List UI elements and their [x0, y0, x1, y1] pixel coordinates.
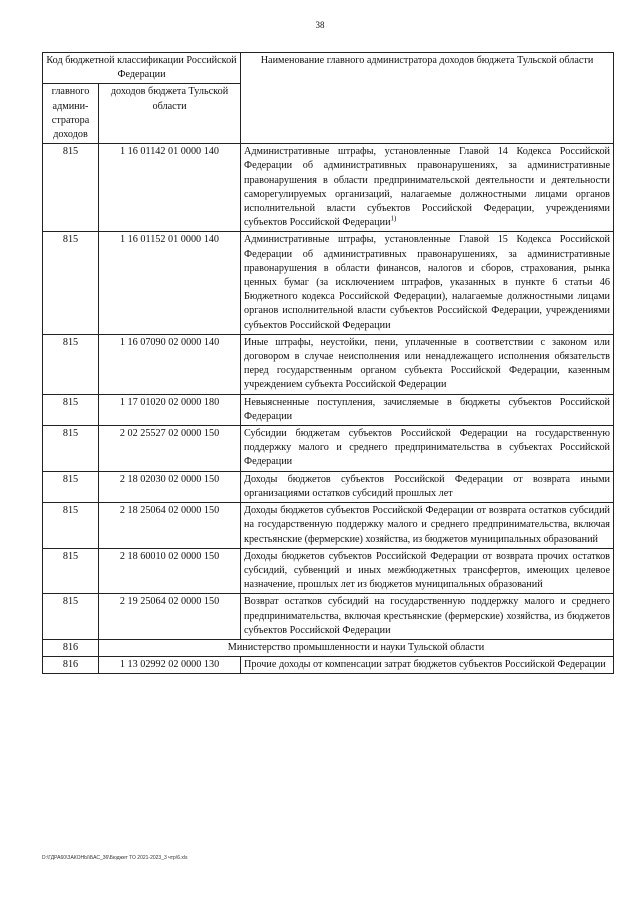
table-row [43, 594, 614, 640]
admin-code: 815 [43, 548, 99, 594]
admin-code: 815 [43, 394, 99, 425]
income-name: Административные штрафы, установленные Главой 15 Кодекса Российской Федерации об административных правонарушениях, за административные правонарушения в области финансов, налогов и сборов, страхования, рынка ценных бумаг (за исключением штрафов, указанных в пункте 6 статьи 46 Бюджетного кодекса Российской Федерации), налагаемые должностными лицами органов исполнительной власти субъектов Российской Федерации, учреждениями субъектов Российской Федерации [241, 232, 614, 334]
footnote-mark: 1) [390, 214, 397, 223]
table-row [43, 334, 614, 394]
income-name: Доходы бюджетов субъектов Российской Федерации от возврата иными организациями остатков субсидий прошлых лет [241, 471, 614, 502]
income-code: 2 18 25064 02 0000 150 [99, 503, 241, 549]
table-body [43, 144, 614, 674]
income-code: 1 16 01152 01 0000 140 [99, 232, 241, 334]
income-name: Иные штрафы, неустойки, пени, уплаченные в соответствии с законом или договором в случае неисполнения или ненадлежащего исполнения обязательств перед государственным органом субъекта Российской Федерации, казенным учреждением субъекта Российской Федерации [241, 334, 614, 394]
admin-code: 815 [43, 334, 99, 394]
income-code: 1 13 02992 02 0000 130 [99, 657, 241, 674]
income-name: Возврат остатков субсидий на государственную поддержку малого и среднего предпринимательства, включая крестьянские (фермерские) хозяйства, из бюджетов субъектов Российской Федерации [241, 594, 614, 640]
table-row [43, 657, 614, 674]
income-code: 1 17 01020 02 0000 180 [99, 394, 241, 425]
admin-code: 816 [43, 657, 99, 674]
income-code: 2 02 25527 02 0000 150 [99, 426, 241, 472]
table-header-row [43, 53, 614, 84]
income-name [241, 144, 614, 232]
income-code: 2 18 02030 02 0000 150 [99, 471, 241, 502]
admin-code: 815 [43, 503, 99, 549]
income-name: Доходы бюджетов субъектов Российской Федерации от возврата прочих остатков субсидий, субвенций и иных межбюджетных трансфертов, имеющих целевое назначение, прошлых лет из бюджетов муниципальных образований [241, 548, 614, 594]
income-code: 2 19 25064 02 0000 150 [99, 594, 241, 640]
page-number: 38 [315, 20, 325, 30]
admin-code: 815 [43, 426, 99, 472]
income-administrators-table [42, 52, 614, 674]
header-income-code: доходов бюджета Тульской области [99, 84, 241, 144]
income-name-text: Административные штрафы, установленные Главой 14 Кодекса Российской Федерации об административных правонарушениях, за административные правонарушения в области предпринимательской деятельности и деятельности саморегулируемых организаций, налагаемые должностными лицами органов исполнительной власти субъектов Российской Федерации, учреждениями субъектов Российской Федерации [244, 146, 610, 229]
income-name: Прочие доходы от компенсации затрат бюджетов субъектов Российской Федерации [241, 657, 614, 674]
income-code: 1 16 07090 02 0000 140 [99, 334, 241, 394]
table-row [43, 394, 614, 425]
header-administrator-name: Наименование главного администратора доходов бюджета Тульской области [241, 53, 614, 144]
table-row [43, 144, 614, 232]
section-row [43, 639, 614, 656]
income-name: Субсидии бюджетам субъектов Российской Федерации на государственную поддержку малого и среднего предпринимательства в субъектах Российской Федерации [241, 426, 614, 472]
income-name: Невыясненные поступления, зачисляемые в бюджеты субъектов Российской Федерации [241, 394, 614, 425]
table-row [43, 503, 614, 549]
section-admin-code: 816 [43, 639, 99, 656]
file-path-footer: D:\ГДРА60\ЗАКОНЫ\БАС_36\Бюджет ТО 2021-2023_3 чтр\6.xls [42, 855, 188, 861]
income-code: 1 16 01142 01 0000 140 [99, 144, 241, 232]
header-main-administrator: главного админи-стратора доходов [43, 84, 99, 144]
income-code: 2 18 60010 02 0000 150 [99, 548, 241, 594]
admin-code: 815 [43, 232, 99, 334]
section-title: Министерство промышленности и науки Тульской области [99, 639, 614, 656]
header-classification-code: Код бюджетной классификации Российской Федерации [43, 53, 241, 84]
table-row [43, 232, 614, 334]
table-row [43, 426, 614, 472]
admin-code: 815 [43, 144, 99, 232]
admin-code: 815 [43, 594, 99, 640]
table-row [43, 548, 614, 594]
income-name: Доходы бюджетов субъектов Российской Федерации от возврата остатков субсидий на государственную поддержку малого и среднего предпринимательства, включая крестьянские (фермерские) хозяйства, из бюджетов муниципальных образований [241, 503, 614, 549]
table-row [43, 471, 614, 502]
admin-code: 815 [43, 471, 99, 502]
